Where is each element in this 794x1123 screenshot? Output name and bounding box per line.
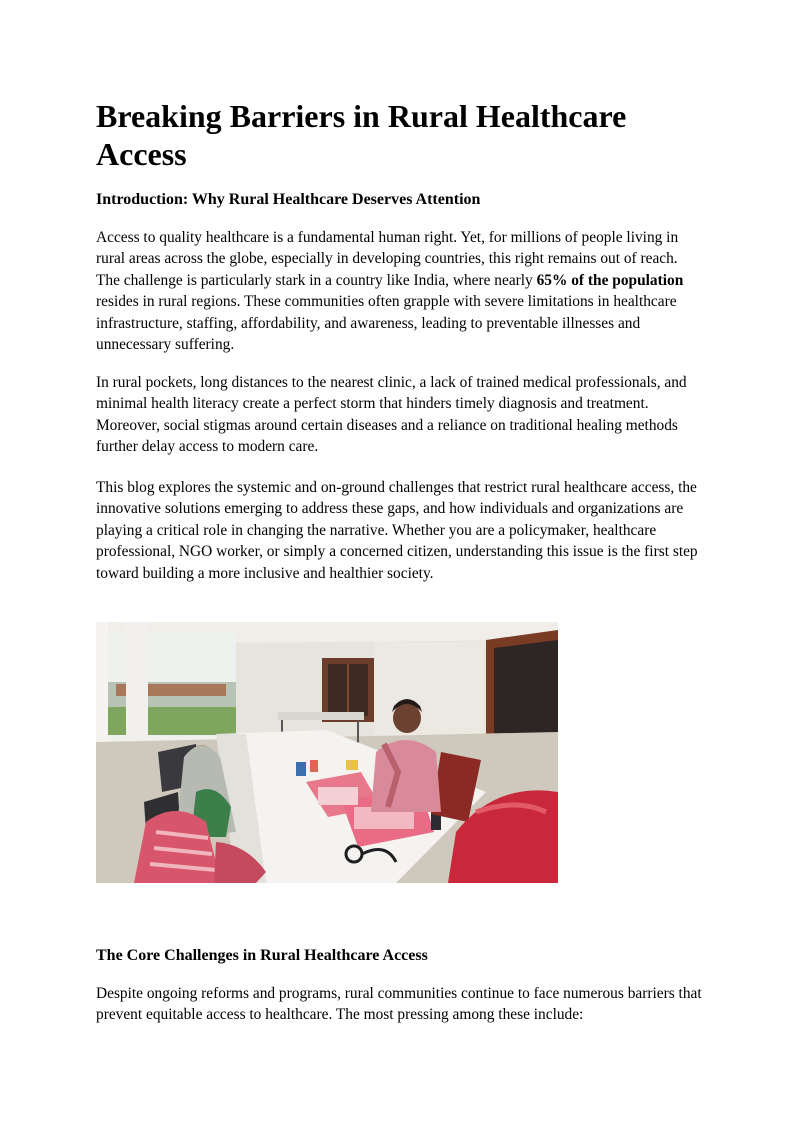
core-challenges-heading: The Core Challenges in Rural Healthcare Access bbox=[96, 947, 428, 964]
health-camp-photo bbox=[96, 622, 558, 883]
page-title: Breaking Barriers in Rural Healthcare Access bbox=[96, 98, 627, 172]
intro-paragraph-3: This blog explores the systemic and on-ground challenges that restrict rural healthcare access, the innovative solutions emerging to address these gaps, and how individuals and organizations are playing a critical role in changing the narrative. Whether you are a policymaker, healthcare professional, NGO worker, or simply a concerned citizen, understanding this issue is the first step toward building a more inclusive and healthier society. bbox=[96, 479, 698, 582]
intro-heading: Introduction: Why Rural Healthcare Deserves Attention bbox=[96, 191, 481, 208]
p1-text-start: Access to quality healthcare is a fundamental human right. Yet, for millions of people living in rural areas across the globe, especially in developing countries, this right remains out of reach. The challenge is particularly stark in a country like India, where nearly bbox=[96, 229, 679, 289]
p1-text-end: resides in rural regions. These communities often grapple with severe limitations in healthcare infrastructure, staffing, affordability, and awareness, leading to preventable illnesses and unnecessary suffering. bbox=[96, 293, 677, 354]
p1-bold-stat: 65% of the population bbox=[536, 271, 684, 289]
intro-paragraph-1 bbox=[96, 227, 702, 355]
intro-paragraph-2: In rural pockets, long distances to the nearest clinic, a lack of trained medical professionals, and minimal health literacy create a perfect storm that hinders timely diagnosis and treatment. Moreover, social stigmas around certain diseases and a reliance on traditional healing methods further delay access to modern care. bbox=[96, 374, 687, 456]
core-challenges-paragraph: Despite ongoing reforms and programs, rural communities continue to face numerous barriers that prevent equitable access to healthcare. The most pressing among these include: bbox=[96, 985, 702, 1024]
